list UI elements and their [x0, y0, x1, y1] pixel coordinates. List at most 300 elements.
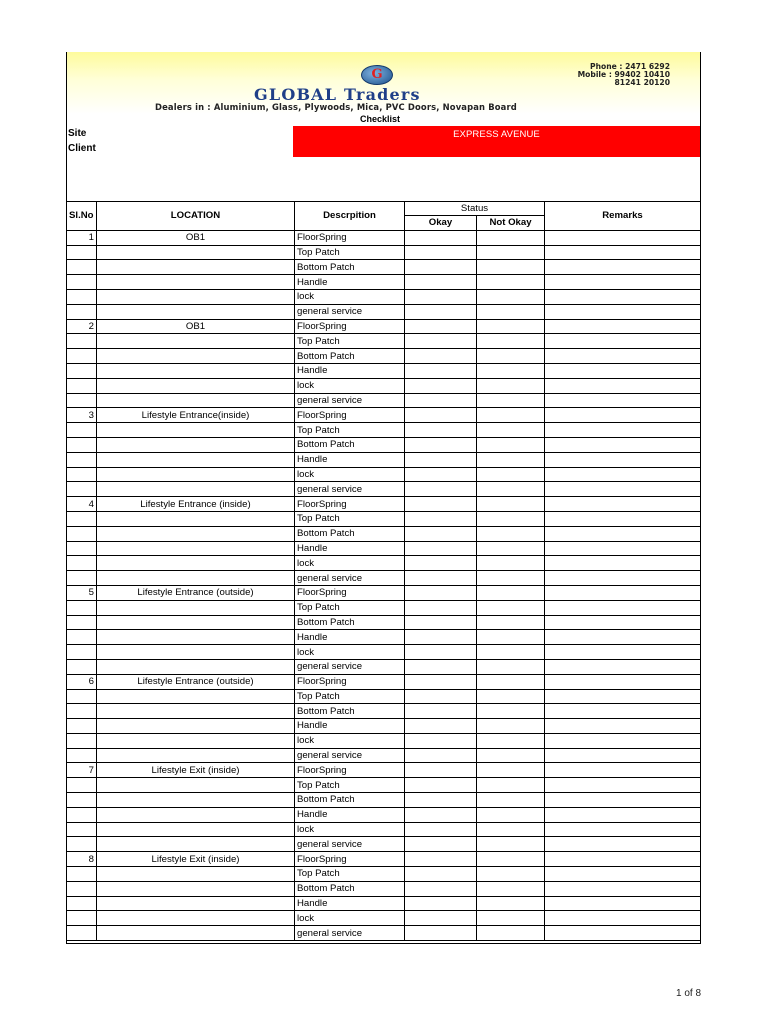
- okay-cell: [405, 704, 477, 719]
- sl-no-cell: [67, 733, 97, 748]
- not-okay-cell: [477, 511, 545, 526]
- location-cell: [97, 452, 295, 467]
- okay-cell: [405, 289, 477, 304]
- okay-cell: [405, 452, 477, 467]
- remarks-cell: [545, 719, 701, 734]
- table-row: [67, 867, 701, 882]
- not-okay-cell: [477, 319, 545, 334]
- client-label: Client: [68, 143, 96, 154]
- sl-no-cell: [67, 467, 97, 482]
- remarks-cell: [545, 319, 701, 334]
- sl-no-cell: [67, 289, 97, 304]
- okay-cell: [405, 837, 477, 852]
- table-row: [67, 778, 701, 793]
- not-okay-cell: [477, 245, 545, 260]
- sl-no-cell: [67, 778, 97, 793]
- location-cell: [97, 349, 295, 364]
- remarks-cell: [545, 674, 701, 689]
- description-cell: Top Patch: [295, 867, 405, 882]
- okay-cell: [405, 437, 477, 452]
- description-cell: Top Patch: [295, 511, 405, 526]
- not-okay-cell: [477, 881, 545, 896]
- remarks-cell: [545, 689, 701, 704]
- okay-cell: [405, 778, 477, 793]
- logo-letter: G: [371, 67, 383, 82]
- location-cell: [97, 304, 295, 319]
- location-cell: [97, 393, 295, 408]
- description-cell: general service: [295, 482, 405, 497]
- not-okay-cell: [477, 482, 545, 497]
- table-row: [67, 393, 701, 408]
- sl-no-cell: [67, 437, 97, 452]
- table-row: [67, 763, 701, 778]
- not-okay-cell: [477, 659, 545, 674]
- description-cell: Bottom Patch: [295, 526, 405, 541]
- table-row: [67, 541, 701, 556]
- table-row: [67, 896, 701, 911]
- not-okay-cell: [477, 541, 545, 556]
- location-cell: [97, 630, 295, 645]
- sl-no-cell: [67, 378, 97, 393]
- sl-no-cell: [67, 719, 97, 734]
- not-okay-cell: [477, 408, 545, 423]
- table-row: [67, 911, 701, 926]
- table-row: [67, 423, 701, 438]
- okay-cell: [405, 304, 477, 319]
- okay-cell: [405, 556, 477, 571]
- location-cell: [97, 659, 295, 674]
- company-logo-icon: [361, 65, 393, 85]
- okay-cell: [405, 674, 477, 689]
- location-cell: [97, 275, 295, 290]
- sl-no-cell: 8: [67, 852, 97, 867]
- description-cell: Handle: [295, 363, 405, 378]
- remarks-cell: [545, 334, 701, 349]
- remarks-cell: [545, 304, 701, 319]
- okay-cell: [405, 719, 477, 734]
- not-okay-cell: [477, 275, 545, 290]
- location-cell: [97, 837, 295, 852]
- sl-no-cell: [67, 393, 97, 408]
- remarks-cell: [545, 437, 701, 452]
- header-status: Status: [405, 202, 545, 216]
- not-okay-cell: [477, 304, 545, 319]
- description-cell: Top Patch: [295, 334, 405, 349]
- table-row: [67, 689, 701, 704]
- description-cell: Handle: [295, 807, 405, 822]
- table-row: [67, 748, 701, 763]
- table-row: [67, 556, 701, 571]
- sl-no-cell: [67, 482, 97, 497]
- sl-no-cell: 3: [67, 408, 97, 423]
- description-cell: lock: [295, 467, 405, 482]
- description-cell: FloorSpring: [295, 585, 405, 600]
- remarks-cell: [545, 763, 701, 778]
- mobile-number: Mobile : 99402 10410: [577, 70, 670, 80]
- description-cell: Top Patch: [295, 245, 405, 260]
- not-okay-cell: [477, 423, 545, 438]
- location-cell: [97, 289, 295, 304]
- location-cell: Lifestyle Entrance(inside): [97, 408, 295, 423]
- okay-cell: [405, 911, 477, 926]
- okay-cell: [405, 896, 477, 911]
- remarks-cell: [545, 837, 701, 852]
- not-okay-cell: [477, 778, 545, 793]
- location-cell: [97, 867, 295, 882]
- remarks-cell: [545, 541, 701, 556]
- not-okay-cell: [477, 837, 545, 852]
- remarks-cell: [545, 926, 701, 941]
- table-row: [67, 852, 701, 867]
- location-cell: [97, 378, 295, 393]
- not-okay-cell: [477, 867, 545, 882]
- header-okay: Okay: [405, 216, 477, 231]
- okay-cell: [405, 793, 477, 808]
- okay-cell: [405, 511, 477, 526]
- description-cell: Handle: [295, 541, 405, 556]
- sheet-border-right: [700, 52, 701, 944]
- table-row: [67, 497, 701, 512]
- sl-no-cell: [67, 571, 97, 586]
- site-label: Site: [68, 128, 87, 139]
- not-okay-cell: [477, 630, 545, 645]
- description-cell: FloorSpring: [295, 408, 405, 423]
- location-cell: [97, 600, 295, 615]
- remarks-cell: [545, 349, 701, 364]
- not-okay-cell: [477, 497, 545, 512]
- header-description: Descrpition: [295, 202, 405, 231]
- not-okay-cell: [477, 526, 545, 541]
- sl-no-cell: [67, 926, 97, 941]
- location-cell: [97, 911, 295, 926]
- remarks-cell: [545, 363, 701, 378]
- checklist-table: [66, 201, 701, 941]
- remarks-cell: [545, 378, 701, 393]
- not-okay-cell: [477, 437, 545, 452]
- not-okay-cell: [477, 911, 545, 926]
- sl-no-cell: [67, 511, 97, 526]
- sl-no-cell: [67, 304, 97, 319]
- location-cell: [97, 733, 295, 748]
- okay-cell: [405, 497, 477, 512]
- sl-no-cell: 4: [67, 497, 97, 512]
- location-cell: [97, 556, 295, 571]
- location-cell: Lifestyle Entrance (outside): [97, 674, 295, 689]
- description-cell: lock: [295, 645, 405, 660]
- description-cell: FloorSpring: [295, 852, 405, 867]
- okay-cell: [405, 408, 477, 423]
- okay-cell: [405, 733, 477, 748]
- remarks-cell: [545, 585, 701, 600]
- remarks-cell: [545, 497, 701, 512]
- okay-cell: [405, 467, 477, 482]
- table-row: [67, 349, 701, 364]
- location-cell: [97, 896, 295, 911]
- not-okay-cell: [477, 615, 545, 630]
- mobile-number-2: 81241 20120: [614, 78, 670, 88]
- okay-cell: [405, 867, 477, 882]
- sl-no-cell: [67, 822, 97, 837]
- remarks-cell: [545, 852, 701, 867]
- remarks-cell: [545, 615, 701, 630]
- description-cell: Handle: [295, 452, 405, 467]
- okay-cell: [405, 881, 477, 896]
- page-indicator: 1 of 8: [676, 988, 702, 999]
- description-cell: lock: [295, 911, 405, 926]
- location-cell: OB1: [97, 230, 295, 245]
- table-row: [67, 645, 701, 660]
- okay-cell: [405, 526, 477, 541]
- table-row: [67, 793, 701, 808]
- okay-cell: [405, 423, 477, 438]
- not-okay-cell: [477, 926, 545, 941]
- remarks-cell: [545, 600, 701, 615]
- table-row: [67, 822, 701, 837]
- not-okay-cell: [477, 452, 545, 467]
- description-cell: lock: [295, 289, 405, 304]
- remarks-cell: [545, 511, 701, 526]
- not-okay-cell: [477, 674, 545, 689]
- sl-no-cell: [67, 615, 97, 630]
- remarks-cell: [545, 822, 701, 837]
- remarks-cell: [545, 867, 701, 882]
- table-row: [67, 926, 701, 941]
- sl-no-cell: [67, 541, 97, 556]
- table-row: [67, 659, 701, 674]
- okay-cell: [405, 245, 477, 260]
- description-cell: general service: [295, 304, 405, 319]
- description-cell: general service: [295, 393, 405, 408]
- sl-no-cell: [67, 260, 97, 275]
- remarks-cell: [545, 896, 701, 911]
- description-cell: Handle: [295, 275, 405, 290]
- remarks-cell: [545, 289, 701, 304]
- description-cell: Handle: [295, 630, 405, 645]
- location-cell: [97, 541, 295, 556]
- location-cell: [97, 511, 295, 526]
- description-cell: Top Patch: [295, 423, 405, 438]
- sl-no-cell: [67, 349, 97, 364]
- description-cell: lock: [295, 556, 405, 571]
- description-cell: general service: [295, 748, 405, 763]
- location-cell: [97, 748, 295, 763]
- sl-no-cell: [67, 526, 97, 541]
- sl-no-cell: [67, 793, 97, 808]
- location-cell: Lifestyle Entrance (inside): [97, 497, 295, 512]
- remarks-cell: [545, 556, 701, 571]
- description-cell: lock: [295, 733, 405, 748]
- table-row: [67, 837, 701, 852]
- okay-cell: [405, 378, 477, 393]
- not-okay-cell: [477, 585, 545, 600]
- not-okay-cell: [477, 393, 545, 408]
- remarks-cell: [545, 807, 701, 822]
- okay-cell: [405, 615, 477, 630]
- header-remarks: Remarks: [545, 202, 701, 231]
- description-cell: Bottom Patch: [295, 349, 405, 364]
- remarks-cell: [545, 408, 701, 423]
- table-row: [67, 482, 701, 497]
- not-okay-cell: [477, 896, 545, 911]
- location-cell: [97, 482, 295, 497]
- sheet-border-bottom: [66, 943, 701, 944]
- not-okay-cell: [477, 378, 545, 393]
- okay-cell: [405, 230, 477, 245]
- sl-no-cell: [67, 600, 97, 615]
- table-row: [67, 437, 701, 452]
- table-row: [67, 585, 701, 600]
- remarks-cell: [545, 659, 701, 674]
- remarks-cell: [545, 630, 701, 645]
- remarks-cell: [545, 733, 701, 748]
- not-okay-cell: [477, 230, 545, 245]
- description-cell: lock: [295, 378, 405, 393]
- okay-cell: [405, 585, 477, 600]
- description-cell: Bottom Patch: [295, 615, 405, 630]
- not-okay-cell: [477, 349, 545, 364]
- table-row: [67, 334, 701, 349]
- sl-no-cell: 7: [67, 763, 97, 778]
- okay-cell: [405, 822, 477, 837]
- location-cell: [97, 245, 295, 260]
- remarks-cell: [545, 245, 701, 260]
- remarks-cell: [545, 911, 701, 926]
- description-cell: Top Patch: [295, 689, 405, 704]
- okay-cell: [405, 363, 477, 378]
- sl-no-cell: [67, 556, 97, 571]
- okay-cell: [405, 334, 477, 349]
- description-cell: Bottom Patch: [295, 881, 405, 896]
- description-cell: Top Patch: [295, 778, 405, 793]
- sl-no-cell: [67, 363, 97, 378]
- sl-no-cell: [67, 245, 97, 260]
- table-row: [67, 245, 701, 260]
- table-row: [67, 674, 701, 689]
- okay-cell: [405, 541, 477, 556]
- location-cell: [97, 704, 295, 719]
- location-cell: [97, 807, 295, 822]
- not-okay-cell: [477, 689, 545, 704]
- remarks-cell: [545, 704, 701, 719]
- not-okay-cell: [477, 600, 545, 615]
- description-cell: general service: [295, 926, 405, 941]
- contact-block: [578, 63, 670, 88]
- sl-no-cell: [67, 867, 97, 882]
- not-okay-cell: [477, 260, 545, 275]
- sheet-border-left: [66, 52, 67, 944]
- remarks-cell: [545, 571, 701, 586]
- description-cell: FloorSpring: [295, 230, 405, 245]
- remarks-cell: [545, 393, 701, 408]
- sl-no-cell: [67, 630, 97, 645]
- not-okay-cell: [477, 852, 545, 867]
- sl-no-cell: [67, 748, 97, 763]
- location-cell: [97, 719, 295, 734]
- sl-no-cell: [67, 275, 97, 290]
- location-cell: Lifestyle Exit (inside): [97, 852, 295, 867]
- description-cell: FloorSpring: [295, 319, 405, 334]
- sl-no-cell: [67, 837, 97, 852]
- table-row: [67, 289, 701, 304]
- okay-cell: [405, 852, 477, 867]
- not-okay-cell: [477, 467, 545, 482]
- header-sl-no: Sl.No: [67, 202, 97, 231]
- location-cell: [97, 363, 295, 378]
- okay-cell: [405, 689, 477, 704]
- description-cell: Top Patch: [295, 600, 405, 615]
- table-row: [67, 615, 701, 630]
- location-cell: Lifestyle Entrance (outside): [97, 585, 295, 600]
- location-cell: [97, 793, 295, 808]
- location-cell: [97, 423, 295, 438]
- sl-no-cell: [67, 704, 97, 719]
- table-row: [67, 304, 701, 319]
- table-row: [67, 733, 701, 748]
- not-okay-cell: [477, 733, 545, 748]
- description-cell: general service: [295, 571, 405, 586]
- sl-no-cell: 2: [67, 319, 97, 334]
- location-cell: [97, 260, 295, 275]
- description-cell: Bottom Patch: [295, 704, 405, 719]
- remarks-cell: [545, 275, 701, 290]
- okay-cell: [405, 659, 477, 674]
- okay-cell: [405, 319, 477, 334]
- sl-no-cell: [67, 896, 97, 911]
- table-row: [67, 319, 701, 334]
- location-cell: OB1: [97, 319, 295, 334]
- not-okay-cell: [477, 289, 545, 304]
- letterhead: [67, 52, 700, 114]
- not-okay-cell: [477, 807, 545, 822]
- table-row: [67, 807, 701, 822]
- location-cell: [97, 615, 295, 630]
- brand-name: GLOBAL Traders: [254, 85, 421, 104]
- table-row: [67, 600, 701, 615]
- okay-cell: [405, 926, 477, 941]
- not-okay-cell: [477, 334, 545, 349]
- dealers-line: Dealers in : Aluminium, Glass, Plywoods, Mica, PVC Doors, Novapan Board: [155, 102, 517, 112]
- sl-no-cell: [67, 423, 97, 438]
- location-cell: [97, 822, 295, 837]
- description-cell: Bottom Patch: [295, 437, 405, 452]
- table-row: [67, 230, 701, 245]
- okay-cell: [405, 275, 477, 290]
- sl-no-cell: 6: [67, 674, 97, 689]
- not-okay-cell: [477, 748, 545, 763]
- not-okay-cell: [477, 556, 545, 571]
- not-okay-cell: [477, 645, 545, 660]
- location-cell: Lifestyle Exit (inside): [97, 763, 295, 778]
- site-value: EXPRESS AVENUE: [293, 126, 700, 157]
- okay-cell: [405, 748, 477, 763]
- table-row: [67, 260, 701, 275]
- remarks-cell: [545, 230, 701, 245]
- location-cell: [97, 571, 295, 586]
- remarks-cell: [545, 423, 701, 438]
- description-cell: Bottom Patch: [295, 260, 405, 275]
- not-okay-cell: [477, 363, 545, 378]
- okay-cell: [405, 349, 477, 364]
- remarks-cell: [545, 778, 701, 793]
- remarks-cell: [545, 881, 701, 896]
- not-okay-cell: [477, 571, 545, 586]
- okay-cell: [405, 807, 477, 822]
- location-cell: [97, 689, 295, 704]
- location-cell: [97, 334, 295, 349]
- table-row: [67, 881, 701, 896]
- location-cell: [97, 778, 295, 793]
- table-row: [67, 526, 701, 541]
